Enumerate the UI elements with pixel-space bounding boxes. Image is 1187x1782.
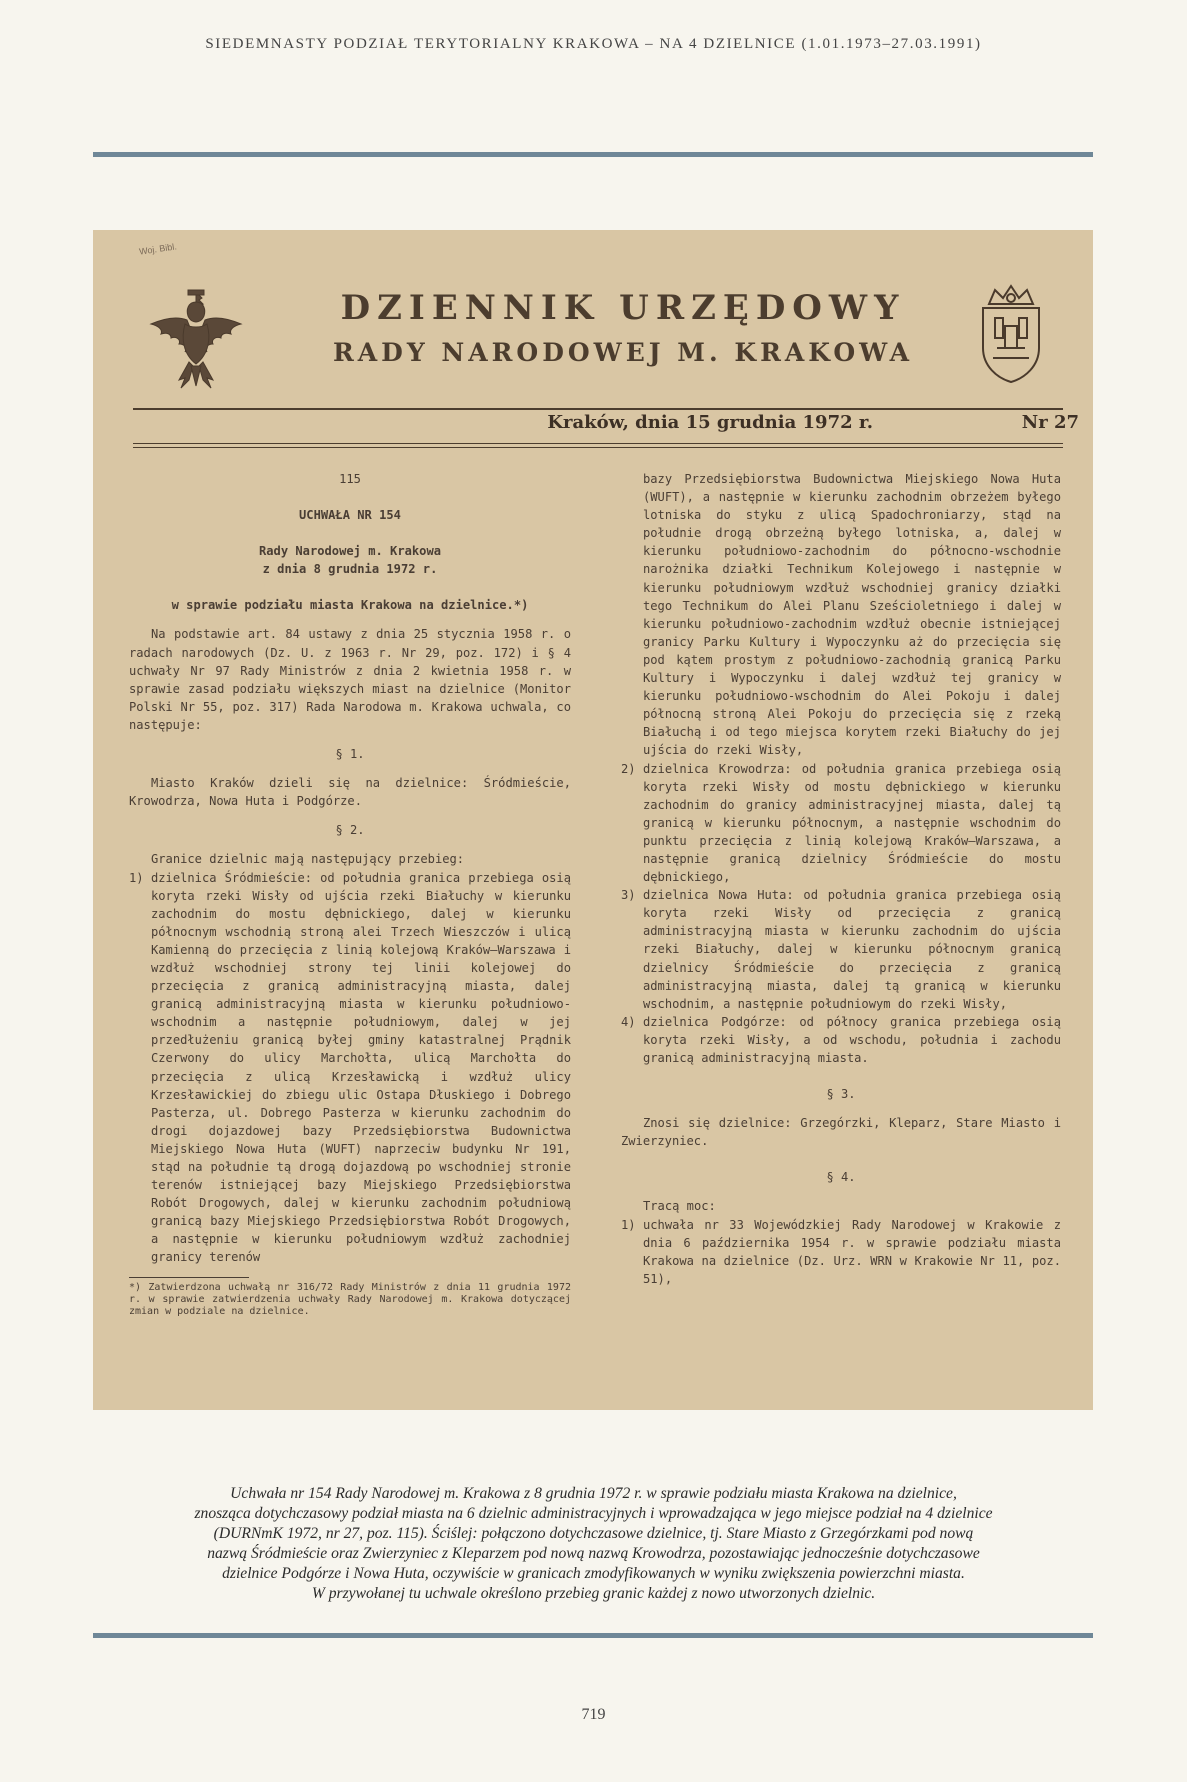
item-text: dzielnica Śródmieście: od południa granica przebiega osią koryta rzeki Wisły od ujścia rzeki Białuchy w kierunku zachodnim do mostu dębnickiego, dalej w kierunku północnym wschodnią stroną alei Trzech Wieszczów i ulicą Kamienną do przecięcia z linią kolejową Kraków—Warszawa i wzdłuż wschodniej strony tej linii kolejowej do przecięcia z granicą administracyjną miasta, dalej granicą administracyjną miasta w kierunku południowo-wschodnim a następnie południowym, dalej w jej przedłużeniu granicą byłej gminy katastralnej Prądnik Czerwony do ulicy Marchołta, ulicą Marchołta do przecięcia z ulicą Krzesławicką i wzdłuż ulicy Krzesławickiej do zbiegu ulic Ostapa Dłuskiego i Dobrego Pasterza, ul. Dobrego Pasterza w kierunku zachodnim do drogi dojazdowej bazy Przedsiębiorstwa Budownictwa Miejskiego Nowa Huta (WUFT) naprzeciw budynku Nr 191, stąd na południe tą drogą dojazdową po wschodniej stronie terenów istniejącej bazy Miejskiego Przedsiębiorstwa Robót Drogowych, dalej w kierunku zachodnim południową granicą bazy Miejskiego Przedsiębiorstwa Robót Drogowych, a następnie w kierunku południowym wzdłuż zachodniej granicy terenów <box>151 870 571 1265</box>
repealed-item-1 <box>621 1216 1061 1288</box>
caption-line: dzielnice Podgórze i Nowa Huta, oczywiście w granicach zmodyfikowanych w wyniku zwiększenia powierzchni miasta. <box>222 1565 965 1582</box>
right-column <box>621 470 1061 1288</box>
section-4-heading: § 4. <box>826 1170 856 1185</box>
item-1-continuation: bazy Przedsiębiorstwa Budownictwa Miejskiego Nowa Huta (WUFT), a następnie w kierunku zachodnim obrzeżem byłego lotniska do styku z ulicą Spadochroniarzy, stąd na południe drogą obrzeżną byłego lotniska, a, dalej w kierunku południowo-zachodnim do północno-wschodnie narożnika działki Technikum Kolejowego i następnie w kierunku południowym wzdłuż wschodniej granicy działki tego Technikum do Alei Planu Sześcioletniego i dalej w kierunku południowo-zachodnim wzdłuż obecnie istniejącej granicy Parku Kultury i Wypoczynku aż do przecięcia się pod kątem prostym z południowo-zachodnią granicą Parku Kultury i Wypoczynku i dalej wzdłuż tej granicy w kierunku południowo-wschodnim do Alei Pokoju i dalej północną stroną Alei Pokoju do przecięcia się z rzeką Białuchą i od tego miejsca korytem rzeki Białuchy do jej ujścia do rzeki Wisły, <box>643 472 1061 758</box>
district-item-1 <box>129 869 571 1267</box>
library-stamp: Woj. Bibl. <box>138 241 178 257</box>
entry-number: 115 <box>339 472 361 486</box>
caption-line: znosząca dotychczasowy podział miasta na 6 dzielnic administracyjnych i wprowadzająca w jego miejsce podział na 4 dzielnice <box>194 1505 993 1522</box>
district-item-3 <box>621 886 1061 1013</box>
caption-line: Uchwała nr 154 Rady Narodowej m. Krakowa z 8 grudnia 1972 r. w sprawie podziału miasta Krakowa na dzielnice, <box>230 1485 957 1502</box>
district-item-4 <box>621 1013 1061 1067</box>
figure-caption <box>100 1484 1087 1604</box>
document-scan <box>93 230 1093 1410</box>
resolution-title: UCHWAŁA NR 154 <box>299 508 401 523</box>
footnote-rule <box>129 1277 249 1278</box>
eagle-emblem-icon <box>141 284 251 402</box>
resolution-date: z dnia 8 grudnia 1972 r. <box>262 562 438 577</box>
item-number: 2) <box>621 761 636 776</box>
item-text: dzielnica Krowodrza: od południa granica przebiega osią koryta rzeki Wisły od mostu dębnickiego w kierunku zachodnim do granicy administracyjnej miasta, dalej tą granicą w kierunku północnym, a następnie wschodnim do punktu przecięcia z linią kolejową Kraków—Warszawa, a następnie granicą dzielnicy Śródmieście do mostu dębnickiego, <box>643 761 1061 885</box>
running-head: SIEDEMNASTY PODZIAŁ TERYTORIALNY KRAKOWA – NA 4 DZIELNICE (1.01.1973–27.03.1991) <box>205 36 982 52</box>
district-item-2 <box>621 760 1061 887</box>
item-text: dzielnica Podgórze: od północy granica przebiega osią koryta rzeki Wisły, a od wschodu, południa i zachodu granicą administracyjną miasta. <box>643 1014 1061 1065</box>
issue-number: Nr 27 <box>1021 412 1079 433</box>
coat-of-arms-icon <box>969 278 1053 386</box>
caption-line: W przywołanej tu uchwale określono przebieg granic każdej z nowo utworzonych dzielnic. <box>311 1585 876 1602</box>
resolution-subject: w sprawie podziału miasta Krakowa na dzielnice.*) <box>171 598 529 613</box>
top-rule <box>93 152 1093 157</box>
masthead-rule <box>133 408 1063 410</box>
item-number: 1) <box>621 1217 636 1232</box>
item-number: 4) <box>621 1014 636 1029</box>
section-3-text: Znosi się dzielnice: Grzegórzki, Kleparz, Stare Miasto i Zwierzyniec. <box>621 1116 1061 1149</box>
masthead-title: DZIENNIK URZĘDOWY <box>340 288 906 328</box>
resolution-issuer: Rady Narodowej m. Krakowa <box>258 544 442 559</box>
footnote: *) Zatwierdzona uchwałą nr 316/72 Rady Ministrów z dnia 11 grudnia 1972 r. w sprawie zatwierdzenia uchwały Rady Narodowej m. Krakowa dotyczącej zmian w podziale na dzielnice. <box>129 1281 571 1317</box>
preamble: Na podstawie art. 84 ustawy z dnia 25 stycznia 1958 r. o radach narodowych (Dz. U. z 1963 r. Nr 29, poz. 172) i § 4 uchwały Nr 97 Rady Ministrów z dnia 2 kwietnia 1958 r. w sprawie zasad podziału większych miast na dzielnice (Monitor Polski Nr 55, poz. 317) Rada Narodowa m. Krakowa uchwala, co następuje: <box>129 627 571 732</box>
dateline: Kraków, dnia 15 grudnia 1972 r. <box>547 412 873 433</box>
caption-line: (DURNmK 1972, nr 27, poz. 115). Ściślej: połączono dotychczasowe dzielnice, tj. Stare Miasto z Grzegórzkami pod nową <box>213 1525 974 1542</box>
masthead-subtitle: RADY NARODOWEJ M. KRAKOWA <box>332 338 914 367</box>
section-2-intro: Granice dzielnic mają następujący przebieg: <box>151 852 465 867</box>
item-text: dzielnica Nowa Huta: od południa granica przebiega osią koryta rzeki Wisły od przecięcia z granicą administracyjną miasta w kierunku zachodnim do ujścia rzeki Białuchy, dalej w kierunku północnym granicą dzielnicy Śródmieście do przecięcia z granicą administracyjną miasta, dalej tą granicą w kierunku wschodnim, a następnie południowym do rzeki Wisły, <box>643 888 1061 1011</box>
item-number: 3) <box>621 888 636 903</box>
dateline-rule-2 <box>133 447 1063 448</box>
page-number: 719 <box>581 1706 606 1723</box>
dateline-rule <box>133 443 1063 444</box>
section-4-intro: Tracą moc: <box>643 1199 716 1214</box>
item-text: uchwała nr 33 Wojewódzkiej Rady Narodowej w Krakowie z dnia 6 października 1954 r. w sprawie podziału miasta Krakowa na dzielnice (Dz. Urz. WRN w Krakowie Nr 11, poz. 51), <box>643 1217 1061 1286</box>
section-3-heading: § 3. <box>826 1087 856 1102</box>
section-1-heading: § 1. <box>335 747 365 762</box>
left-column <box>129 470 571 1318</box>
caption-line: nazwą Śródmieście oraz Zwierzyniec z Kleparzem pod nową nazwą Krowodrza, pozostawiając jednocześnie dotychczasowe <box>207 1545 980 1562</box>
section-2-heading: § 2. <box>335 823 365 838</box>
bottom-rule <box>93 1633 1093 1638</box>
section-1-text: Miasto Kraków dzieli się na dzielnice: Śródmieście, Krowodrza, Nowa Huta i Podgórze. <box>129 776 571 809</box>
item-number: 1) <box>129 870 144 885</box>
